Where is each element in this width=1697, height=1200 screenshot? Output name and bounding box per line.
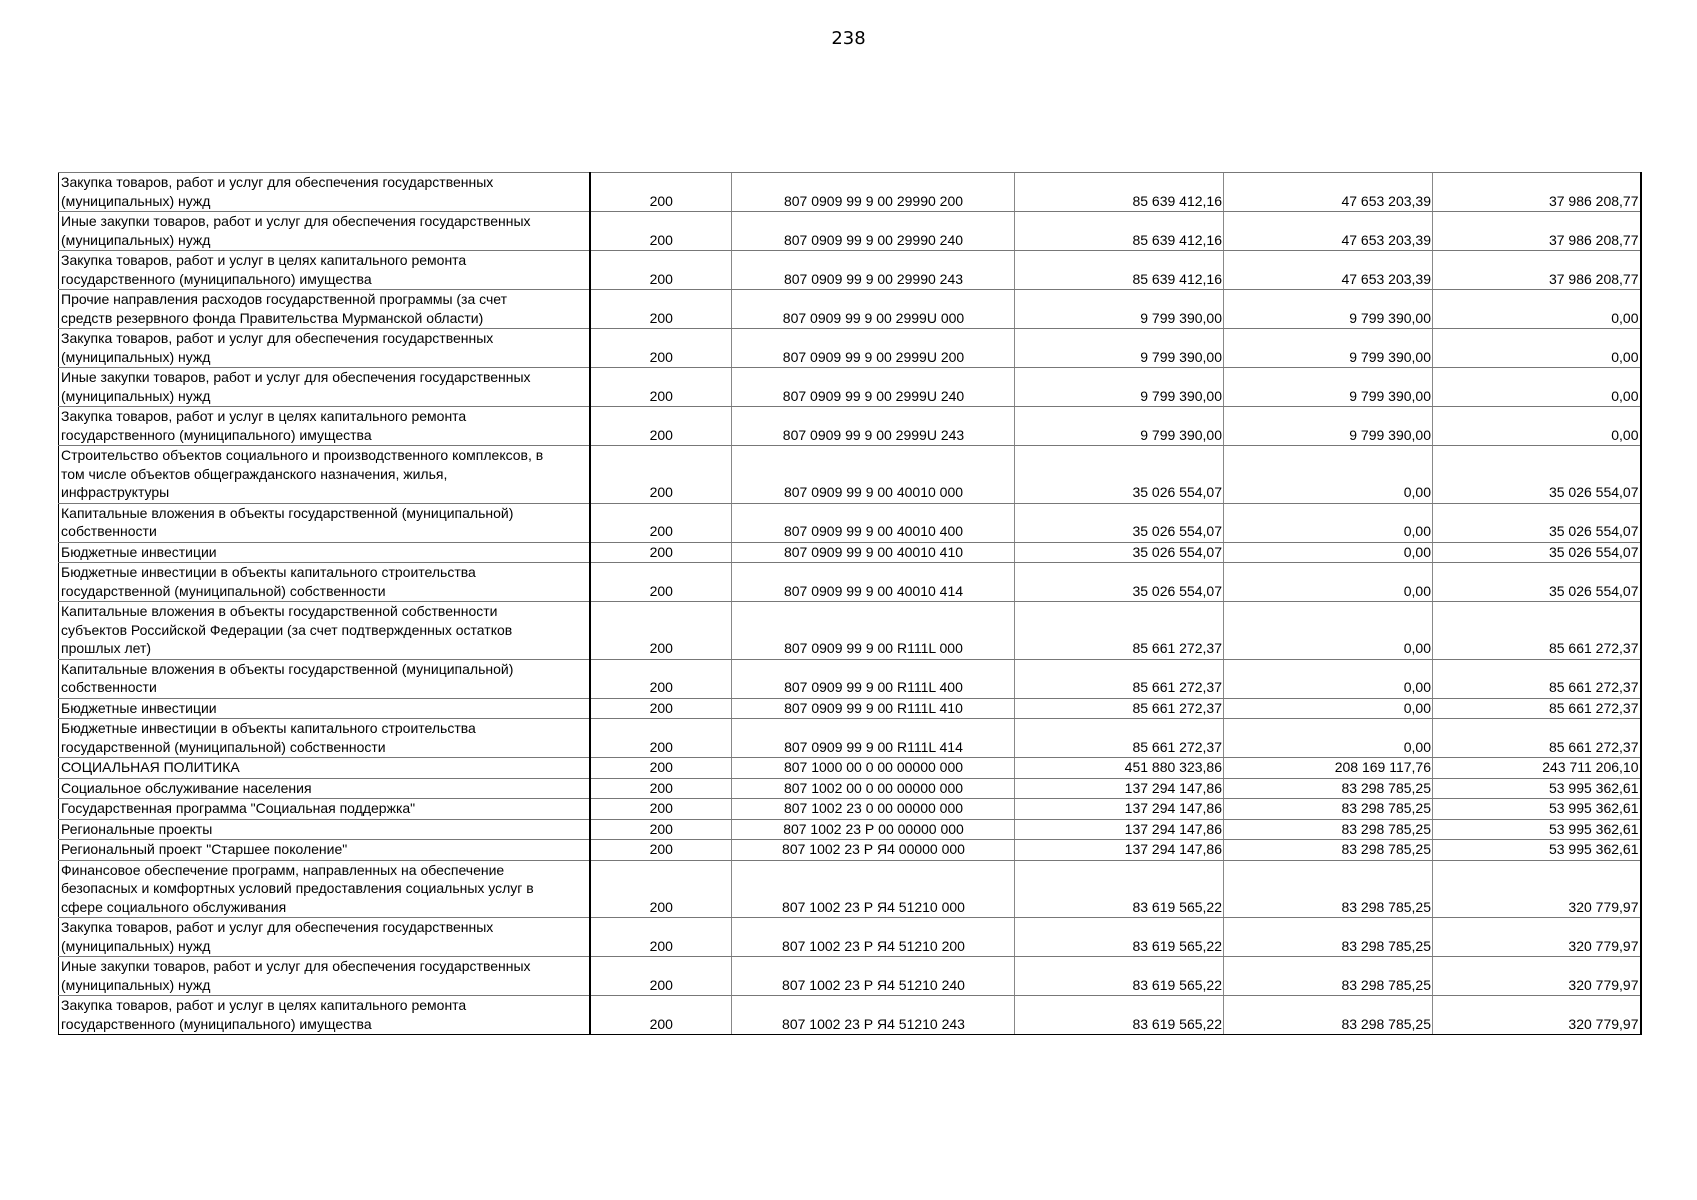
table-row — [59, 368, 1641, 407]
budget-classification-cell: 807 0909 99 9 00 R111L 410 — [732, 698, 1015, 719]
table-row — [59, 918, 1641, 957]
amount-3-cell: 37 986 208,77 — [1433, 173, 1641, 212]
expense-name-cell: Иные закупки товаров, работ и услуг для обеспечения государственных (муниципальных) нужд — [59, 957, 590, 996]
amount-1-cell: 83 619 565,22 — [1015, 860, 1224, 918]
amount-3-cell: 53 995 362,61 — [1433, 799, 1641, 820]
admin-code-cell: 200 — [590, 602, 732, 660]
amount-3-cell: 243 711 206,10 — [1433, 758, 1641, 779]
expense-name-cell: Капитальные вложения в объекты государственной (муниципальной) собственности — [59, 659, 590, 698]
table-row — [59, 957, 1641, 996]
amount-2-cell: 0,00 — [1224, 563, 1433, 602]
budget-classification-cell: 807 0909 99 9 00 2999U 200 — [732, 329, 1015, 368]
table-row — [59, 840, 1641, 861]
expense-name-cell: Капитальные вложения в объекты государственной собственности субъектов Российской Федерации (за счет подтвержденных остатков прошлых лет) — [59, 602, 590, 660]
amount-3-cell: 0,00 — [1433, 329, 1641, 368]
budget-classification-cell: 807 0909 99 9 00 2999U 000 — [732, 290, 1015, 329]
amount-1-cell: 85 661 272,37 — [1015, 602, 1224, 660]
table-row — [59, 799, 1641, 820]
amount-3-cell: 37 986 208,77 — [1433, 251, 1641, 290]
amount-1-cell: 85 661 272,37 — [1015, 659, 1224, 698]
amount-2-cell: 9 799 390,00 — [1224, 329, 1433, 368]
budget-classification-cell: 807 1002 00 0 00 00000 000 — [732, 778, 1015, 799]
amount-3-cell: 320 779,97 — [1433, 860, 1641, 918]
admin-code-cell: 200 — [590, 212, 732, 251]
amount-1-cell: 83 619 565,22 — [1015, 996, 1224, 1035]
amount-1-cell: 9 799 390,00 — [1015, 368, 1224, 407]
budget-table — [58, 172, 1642, 1035]
budget-classification-cell: 807 1002 23 Р Я4 51210 000 — [732, 860, 1015, 918]
expense-name-cell: Бюджетные инвестиции в объекты капитального строительства государственной (муниципальной) собственности — [59, 719, 590, 758]
admin-code-cell: 200 — [590, 368, 732, 407]
amount-2-cell: 0,00 — [1224, 542, 1433, 563]
table-row — [59, 290, 1641, 329]
admin-code-cell: 200 — [590, 996, 732, 1035]
expense-name-cell: Закупка товаров, работ и услуг в целях капитального ремонта государственного (муниципального) имущества — [59, 407, 590, 446]
expense-name-cell: Капитальные вложения в объекты государственной (муниципальной) собственности — [59, 503, 590, 542]
amount-3-cell: 320 779,97 — [1433, 957, 1641, 996]
amount-2-cell: 0,00 — [1224, 446, 1433, 504]
admin-code-cell: 200 — [590, 840, 732, 861]
table-row — [59, 659, 1641, 698]
admin-code-cell: 200 — [590, 918, 732, 957]
budget-classification-cell: 807 1000 00 0 00 00000 000 — [732, 758, 1015, 779]
table-row — [59, 251, 1641, 290]
admin-code-cell: 200 — [590, 957, 732, 996]
expense-name-cell: Иные закупки товаров, работ и услуг для обеспечения государственных (муниципальных) нужд — [59, 368, 590, 407]
table-row — [59, 542, 1641, 563]
expense-name-cell: Социальное обслуживание населения — [59, 778, 590, 799]
expense-name-cell: Региональные проекты — [59, 819, 590, 840]
amount-3-cell: 35 026 554,07 — [1433, 446, 1641, 504]
amount-3-cell: 35 026 554,07 — [1433, 542, 1641, 563]
table-row — [59, 212, 1641, 251]
amount-2-cell: 47 653 203,39 — [1224, 173, 1433, 212]
amount-2-cell: 83 298 785,25 — [1224, 918, 1433, 957]
amount-3-cell: 35 026 554,07 — [1433, 563, 1641, 602]
amount-3-cell: 85 661 272,37 — [1433, 719, 1641, 758]
table-row — [59, 758, 1641, 779]
admin-code-cell: 200 — [590, 659, 732, 698]
amount-1-cell: 451 880 323,86 — [1015, 758, 1224, 779]
amount-2-cell: 0,00 — [1224, 659, 1433, 698]
table-row — [59, 778, 1641, 799]
amount-2-cell: 9 799 390,00 — [1224, 407, 1433, 446]
amount-3-cell: 0,00 — [1433, 290, 1641, 329]
amount-1-cell: 35 026 554,07 — [1015, 542, 1224, 563]
amount-2-cell: 83 298 785,25 — [1224, 860, 1433, 918]
amount-3-cell: 85 661 272,37 — [1433, 698, 1641, 719]
amount-3-cell: 85 661 272,37 — [1433, 659, 1641, 698]
budget-classification-cell: 807 1002 23 Р Я4 51210 243 — [732, 996, 1015, 1035]
expense-name-cell: Закупка товаров, работ и услуг для обеспечения государственных (муниципальных) нужд — [59, 918, 590, 957]
budget-classification-cell: 807 1002 23 Р Я4 51210 240 — [732, 957, 1015, 996]
admin-code-cell: 200 — [590, 778, 732, 799]
table-row — [59, 503, 1641, 542]
amount-1-cell: 9 799 390,00 — [1015, 290, 1224, 329]
amount-3-cell: 320 779,97 — [1433, 996, 1641, 1035]
amount-2-cell: 83 298 785,25 — [1224, 819, 1433, 840]
amount-1-cell: 137 294 147,86 — [1015, 778, 1224, 799]
expense-name-cell: Строительство объектов социального и производственного комплексов, в том числе объектов общегражданского назначения, жилья, инфраструктуры — [59, 446, 590, 504]
table-row — [59, 563, 1641, 602]
amount-2-cell: 83 298 785,25 — [1224, 957, 1433, 996]
budget-classification-cell: 807 0909 99 9 00 2999U 243 — [732, 407, 1015, 446]
admin-code-cell: 200 — [590, 698, 732, 719]
amount-1-cell: 137 294 147,86 — [1015, 840, 1224, 861]
table-row — [59, 860, 1641, 918]
budget-classification-cell: 807 0909 99 9 00 29990 243 — [732, 251, 1015, 290]
amount-1-cell: 83 619 565,22 — [1015, 957, 1224, 996]
amount-2-cell: 9 799 390,00 — [1224, 368, 1433, 407]
expense-name-cell: Закупка товаров, работ и услуг для обеспечения государственных (муниципальных) нужд — [59, 173, 590, 212]
amount-2-cell: 0,00 — [1224, 698, 1433, 719]
amount-1-cell: 9 799 390,00 — [1015, 329, 1224, 368]
admin-code-cell: 200 — [590, 290, 732, 329]
amount-2-cell: 47 653 203,39 — [1224, 212, 1433, 251]
amount-3-cell: 35 026 554,07 — [1433, 503, 1641, 542]
amount-2-cell: 9 799 390,00 — [1224, 290, 1433, 329]
amount-3-cell: 0,00 — [1433, 407, 1641, 446]
amount-2-cell: 0,00 — [1224, 719, 1433, 758]
page-number: 238 — [831, 28, 866, 49]
budget-classification-cell: 807 0909 99 9 00 40010 410 — [732, 542, 1015, 563]
admin-code-cell: 200 — [590, 503, 732, 542]
expense-name-cell: Прочие направления расходов государственной программы (за счет средств резервного фонда Правительства Мурманской области) — [59, 290, 590, 329]
admin-code-cell: 200 — [590, 329, 732, 368]
amount-3-cell: 85 661 272,37 — [1433, 602, 1641, 660]
amount-3-cell: 53 995 362,61 — [1433, 819, 1641, 840]
table-row — [59, 602, 1641, 660]
budget-classification-cell: 807 1002 23 0 00 00000 000 — [732, 799, 1015, 820]
budget-classification-cell: 807 0909 99 9 00 R111L 400 — [732, 659, 1015, 698]
amount-3-cell: 37 986 208,77 — [1433, 212, 1641, 251]
admin-code-cell: 200 — [590, 407, 732, 446]
expense-name-cell: Бюджетные инвестиции — [59, 542, 590, 563]
budget-classification-cell: 807 0909 99 9 00 40010 400 — [732, 503, 1015, 542]
admin-code-cell: 200 — [590, 758, 732, 779]
admin-code-cell: 200 — [590, 542, 732, 563]
amount-1-cell: 9 799 390,00 — [1015, 407, 1224, 446]
budget-classification-cell: 807 1002 23 Р Я4 51210 200 — [732, 918, 1015, 957]
amount-1-cell: 83 619 565,22 — [1015, 918, 1224, 957]
amount-3-cell: 320 779,97 — [1433, 918, 1641, 957]
amount-2-cell: 83 298 785,25 — [1224, 799, 1433, 820]
amount-1-cell: 85 639 412,16 — [1015, 173, 1224, 212]
amount-1-cell: 85 639 412,16 — [1015, 251, 1224, 290]
amount-2-cell: 0,00 — [1224, 503, 1433, 542]
amount-2-cell: 83 298 785,25 — [1224, 778, 1433, 799]
expense-name-cell: Финансовое обеспечение программ, направленных на обеспечение безопасных и комфортных условий предоставления социальных услуг в сфере социального обслуживания — [59, 860, 590, 918]
amount-2-cell: 208 169 117,76 — [1224, 758, 1433, 779]
amount-2-cell: 0,00 — [1224, 602, 1433, 660]
amount-3-cell: 0,00 — [1433, 368, 1641, 407]
admin-code-cell: 200 — [590, 251, 732, 290]
table-row — [59, 446, 1641, 504]
expense-name-cell: Бюджетные инвестиции — [59, 698, 590, 719]
amount-2-cell: 83 298 785,25 — [1224, 996, 1433, 1035]
budget-classification-cell: 807 0909 99 9 00 2999U 240 — [732, 368, 1015, 407]
table-row — [59, 996, 1641, 1035]
table-body — [59, 173, 1641, 1035]
expense-name-cell: Государственная программа "Социальная поддержка" — [59, 799, 590, 820]
expense-name-cell: Закупка товаров, работ и услуг в целях капитального ремонта государственного (муниципального) имущества — [59, 251, 590, 290]
budget-classification-cell: 807 0909 99 9 00 29990 240 — [732, 212, 1015, 251]
amount-1-cell: 35 026 554,07 — [1015, 563, 1224, 602]
table-row — [59, 173, 1641, 212]
admin-code-cell: 200 — [590, 799, 732, 820]
amount-1-cell: 85 661 272,37 — [1015, 698, 1224, 719]
expense-name-cell: Иные закупки товаров, работ и услуг для обеспечения государственных (муниципальных) нужд — [59, 212, 590, 251]
expense-name-cell: СОЦИАЛЬНАЯ ПОЛИТИКА — [59, 758, 590, 779]
budget-classification-cell: 807 0909 99 9 00 R111L 414 — [732, 719, 1015, 758]
expense-name-cell: Региональный проект "Старшее поколение" — [59, 840, 590, 861]
admin-code-cell: 200 — [590, 719, 732, 758]
table-row — [59, 407, 1641, 446]
budget-classification-cell: 807 0909 99 9 00 40010 000 — [732, 446, 1015, 504]
amount-1-cell: 85 661 272,37 — [1015, 719, 1224, 758]
amount-2-cell: 83 298 785,25 — [1224, 840, 1433, 861]
expense-name-cell: Закупка товаров, работ и услуг для обеспечения государственных (муниципальных) нужд — [59, 329, 590, 368]
admin-code-cell: 200 — [590, 860, 732, 918]
budget-classification-cell: 807 0909 99 9 00 40010 414 — [732, 563, 1015, 602]
budget-classification-cell: 807 0909 99 9 00 R111L 000 — [732, 602, 1015, 660]
budget-classification-cell: 807 0909 99 9 00 29990 200 — [732, 173, 1015, 212]
expense-name-cell: Бюджетные инвестиции в объекты капитального строительства государственной (муниципальной) собственности — [59, 563, 590, 602]
admin-code-cell: 200 — [590, 446, 732, 504]
amount-1-cell: 35 026 554,07 — [1015, 503, 1224, 542]
table-row — [59, 719, 1641, 758]
budget-classification-cell: 807 1002 23 Р Я4 00000 000 — [732, 840, 1015, 861]
admin-code-cell: 200 — [590, 563, 732, 602]
table-row — [59, 329, 1641, 368]
amount-1-cell: 137 294 147,86 — [1015, 799, 1224, 820]
expense-name-cell: Закупка товаров, работ и услуг в целях капитального ремонта государственного (муниципального) имущества — [59, 996, 590, 1035]
table-row — [59, 698, 1641, 719]
table-row — [59, 819, 1641, 840]
amount-3-cell: 53 995 362,61 — [1433, 778, 1641, 799]
admin-code-cell: 200 — [590, 173, 732, 212]
amount-1-cell: 35 026 554,07 — [1015, 446, 1224, 504]
budget-classification-cell: 807 1002 23 Р 00 00000 000 — [732, 819, 1015, 840]
amount-2-cell: 47 653 203,39 — [1224, 251, 1433, 290]
amount-1-cell: 85 639 412,16 — [1015, 212, 1224, 251]
admin-code-cell: 200 — [590, 819, 732, 840]
amount-1-cell: 137 294 147,86 — [1015, 819, 1224, 840]
amount-3-cell: 53 995 362,61 — [1433, 840, 1641, 861]
